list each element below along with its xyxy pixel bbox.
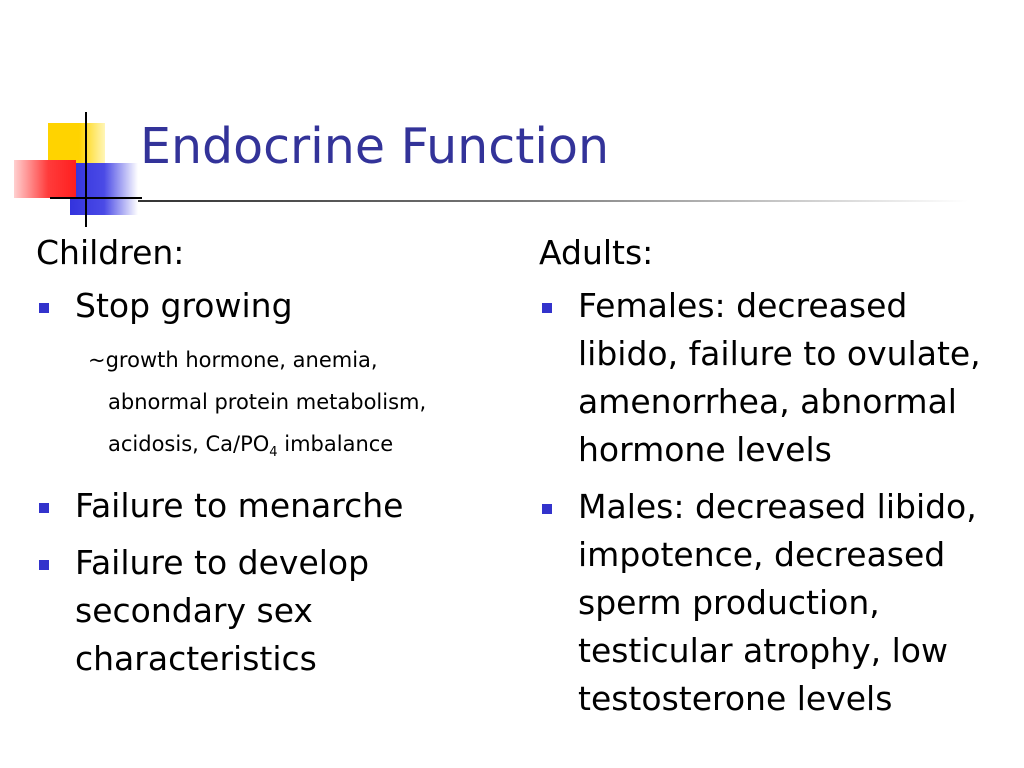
adults-column <box>539 232 1009 732</box>
children-list-continued <box>36 482 506 683</box>
slide-title: Endocrine Function <box>140 118 609 175</box>
list-item <box>36 282 506 330</box>
children-list <box>36 282 506 330</box>
bullet-text: Males: decreased libido, <box>578 487 977 526</box>
list-item <box>539 483 1009 723</box>
bullet-text: Failure to menarche <box>75 486 404 526</box>
list-item <box>36 539 506 683</box>
subnote-line: abnormal protein metabolism, <box>108 390 427 414</box>
growth-subnote <box>36 339 506 474</box>
horizontal-line-decoration <box>50 197 142 199</box>
list-item <box>36 482 506 530</box>
vertical-line-decoration <box>85 112 87 227</box>
bullet-text: Failure to develop <box>75 543 370 583</box>
square-bullet-icon <box>542 504 552 514</box>
bullet-text: Stop growing <box>75 286 293 325</box>
bullet-text: characteristics <box>75 639 317 679</box>
bullet-text: impotence, decreased <box>578 535 946 574</box>
subnote-line <box>88 423 506 474</box>
subnote-line: ~growth hormone, anemia, <box>88 348 378 372</box>
children-heading: Children: <box>36 233 185 272</box>
bullet-text: sperm production, <box>578 583 880 622</box>
adults-heading: Adults: <box>539 233 654 272</box>
adults-list <box>539 282 1009 723</box>
bullet-text: hormone levels <box>578 430 832 469</box>
bullet-text: amenorrhea, abnormal <box>578 382 957 421</box>
square-bullet-icon <box>39 303 49 313</box>
children-column <box>36 232 506 692</box>
subnote-text: acidosis, Ca/PO <box>108 432 270 456</box>
bullet-text: testosterone levels <box>578 679 893 718</box>
title-underline <box>138 200 968 202</box>
bullet-text: libido, failure to ovulate, <box>578 334 981 373</box>
blue-square-decoration <box>70 163 138 215</box>
bullet-text: Females: decreased <box>578 286 908 325</box>
square-bullet-icon <box>542 303 552 313</box>
bullet-text: secondary sex <box>75 591 313 631</box>
square-bullet-icon <box>39 503 49 513</box>
subnote-text: imbalance <box>277 432 394 456</box>
red-square-decoration <box>14 160 76 198</box>
bullet-text: testicular atrophy, low <box>578 631 948 670</box>
subscript: 4 <box>269 445 278 461</box>
square-bullet-icon <box>39 560 49 570</box>
list-item <box>539 282 1009 474</box>
